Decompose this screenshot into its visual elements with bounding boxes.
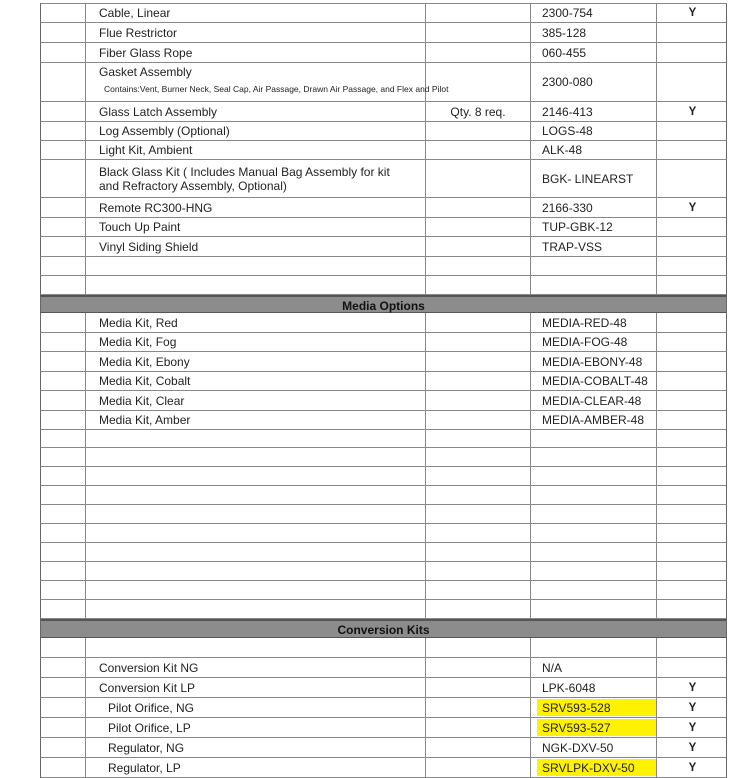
conversion-part-number: SRV593-528 <box>542 700 611 715</box>
table-row <box>40 678 727 698</box>
conversion-part-number: NGK-DXV-50 <box>531 738 657 757</box>
empty-row <box>40 543 727 562</box>
part-number: 2300-080 <box>531 63 657 101</box>
part-name: Flue Restrictor <box>86 23 426 42</box>
empty-row <box>40 430 727 448</box>
part-number: 2300-754 <box>531 4 657 22</box>
part-flag <box>657 43 728 62</box>
table-row <box>40 352 727 372</box>
table-row <box>40 237 727 257</box>
conversion-part-number: SRV593-527 <box>542 720 611 735</box>
conversion-part-number-cell <box>531 698 657 717</box>
empty-row <box>40 448 727 467</box>
part-note: Contains:Vent, Burner Neck, Seal Cap, Air Passage, Drawn Air Passage, and Flex and Pilot <box>104 84 449 94</box>
part-name: Gasket Assembly <box>99 65 192 79</box>
table-row <box>40 218 727 237</box>
table-row <box>40 313 727 333</box>
part-flag: Y <box>688 7 697 19</box>
conversion-name: Conversion Kit LP <box>86 678 426 697</box>
media-name: Media Kit, Amber <box>86 411 426 429</box>
table-row <box>40 141 727 160</box>
empty-row <box>40 581 727 600</box>
media-part-number: MEDIA-RED-48 <box>531 313 657 332</box>
media-name: Media Kit, Red <box>86 313 426 332</box>
empty-row <box>40 486 727 505</box>
table-row <box>40 160 727 198</box>
table-row <box>40 718 727 738</box>
part-qty <box>426 4 531 22</box>
conversion-name: Regulator, NG <box>86 738 426 757</box>
conversion-flag <box>657 658 728 677</box>
part-number: TRAP-VSS <box>531 237 657 256</box>
part-name: Light Kit, Ambient <box>86 141 426 159</box>
table-row <box>40 63 727 102</box>
parts-table <box>40 3 727 778</box>
conversion-name: Regulator, LP <box>86 758 426 777</box>
table-row <box>40 698 727 718</box>
section-title: Media Options <box>342 298 425 313</box>
table-row <box>40 23 727 43</box>
media-name: Media Kit, Fog <box>86 333 426 351</box>
media-name: Media Kit, Cobalt <box>86 372 426 390</box>
conversion-name: Conversion Kit NG <box>86 658 426 677</box>
part-qty <box>426 63 531 101</box>
part-name: Cable, Linear <box>86 4 426 22</box>
conversion-flag: Y <box>688 721 697 734</box>
conversion-part-number: N/A <box>531 658 657 677</box>
part-name: Touch Up Paint <box>86 218 426 236</box>
table-row <box>40 391 727 411</box>
media-name: Media Kit, Clear <box>86 391 426 410</box>
part-name-cell <box>86 160 426 197</box>
part-flag <box>657 141 728 159</box>
media-part-number: MEDIA-AMBER-48 <box>531 411 657 429</box>
empty-row <box>40 562 727 581</box>
conversion-part-number: LPK-6048 <box>531 678 657 697</box>
part-flag: Y <box>688 201 697 214</box>
part-qty <box>426 198 531 217</box>
part-number: 2166-330 <box>531 198 657 217</box>
empty-row <box>40 600 727 619</box>
empty-row <box>40 257 727 276</box>
part-qty <box>426 237 531 256</box>
part-name-line: and Refractory Assembly, Optional) <box>99 178 287 193</box>
table-row <box>40 333 727 352</box>
conversion-flag: Y <box>688 761 697 774</box>
part-number: 2146-413 <box>531 102 657 121</box>
part-number: 385-128 <box>531 23 657 42</box>
table-row <box>40 102 727 122</box>
conversion-name: Pilot Orifice, LP <box>86 718 426 737</box>
section-title: Conversion Kits <box>337 623 430 637</box>
conversion-name: Pilot Orifice, NG <box>86 698 426 717</box>
part-number: TUP-GBK-12 <box>531 218 657 236</box>
empty-row <box>40 505 727 524</box>
conversion-flag: Y <box>688 681 697 694</box>
media-part-number: MEDIA-COBALT-48 <box>531 372 657 390</box>
media-name: Media Kit, Ebony <box>86 352 426 371</box>
part-number: ALK-48 <box>531 141 657 159</box>
part-name-line: Black Glass Kit ( Includes Manual Bag Assembly for kit <box>99 164 390 179</box>
conversion-part-number-cell <box>531 758 657 777</box>
part-qty <box>426 141 531 159</box>
part-flag <box>657 63 728 101</box>
conversion-part-number: SRVLPK-DXV-50 <box>542 760 635 775</box>
conversion-flag: Y <box>688 741 697 754</box>
part-flag <box>657 23 728 42</box>
part-qty: Qty. 8 req. <box>426 102 531 121</box>
table-row <box>40 411 727 430</box>
part-qty <box>426 160 531 197</box>
part-name: Fiber Glass Rope <box>86 43 426 62</box>
table-row <box>40 43 727 63</box>
table-row <box>40 638 727 658</box>
section-header-media <box>40 295 727 313</box>
part-qty <box>426 23 531 42</box>
part-number: BGK- LINEARST <box>531 160 657 197</box>
table-row <box>40 758 727 778</box>
table-row <box>40 198 727 218</box>
part-flag <box>657 218 728 236</box>
part-number: 060-455 <box>531 43 657 62</box>
part-qty <box>426 43 531 62</box>
part-flag <box>657 122 728 140</box>
media-part-number: MEDIA-FOG-48 <box>531 333 657 351</box>
empty-row <box>40 524 727 543</box>
table-row <box>40 3 727 23</box>
media-part-number: MEDIA-EBONY-48 <box>531 352 657 371</box>
part-name: Remote RC300-HNG <box>86 198 426 217</box>
part-name-cell <box>86 63 449 101</box>
part-flag: Y <box>688 105 697 118</box>
table-row <box>40 658 727 678</box>
part-qty <box>426 122 531 140</box>
part-flag <box>657 160 728 197</box>
part-name: Log Assembly (Optional) <box>86 122 426 140</box>
conversion-flag: Y <box>688 701 697 714</box>
empty-row <box>40 276 727 295</box>
part-name: Glass Latch Assembly <box>86 102 426 121</box>
table-row <box>40 372 727 391</box>
part-name: Vinyl Siding Shield <box>86 237 426 256</box>
empty-row <box>40 467 727 486</box>
section-header-conversion <box>40 619 727 638</box>
media-part-number: MEDIA-CLEAR-48 <box>531 391 657 410</box>
part-qty <box>426 218 531 236</box>
conversion-part-number-cell <box>531 718 657 737</box>
table-row <box>40 122 727 141</box>
part-number: LOGS-48 <box>531 122 657 140</box>
part-flag <box>657 237 728 256</box>
table-row <box>40 738 727 758</box>
